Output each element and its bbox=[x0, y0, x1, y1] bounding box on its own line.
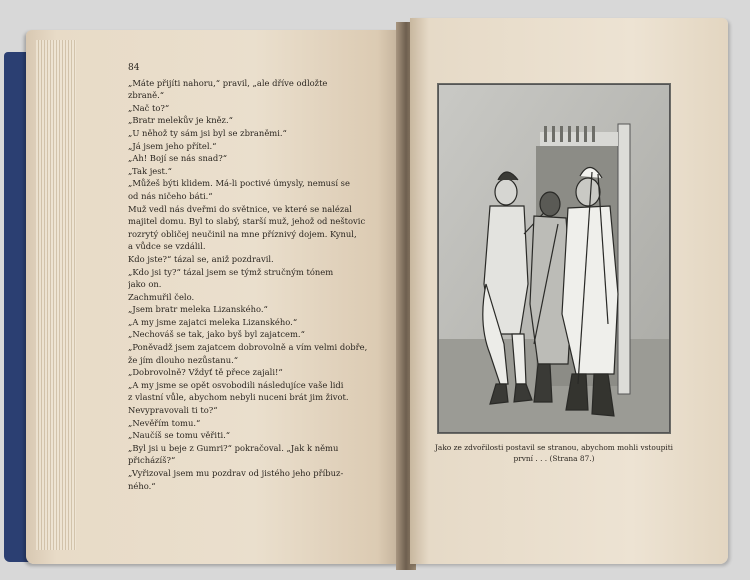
illustration-image bbox=[438, 84, 670, 433]
text-line: z vlastní vůle, abychom nebyli nuceni brát jim život. bbox=[128, 392, 349, 403]
text-line: a vůdce se vzdálil. bbox=[128, 241, 206, 252]
text-line: „Kdo jsi ty?“ tázal jsem se týmž stručným tónem bbox=[128, 266, 334, 277]
text-line: „Naučíš se tomu věřiti.“ bbox=[128, 430, 231, 441]
text-line: „Nevěřím tomu.“ bbox=[128, 417, 201, 428]
text-line: „Bratr melekův je kněz.“ bbox=[128, 115, 233, 126]
text-line: „Ah! Bojí se nás snad?“ bbox=[128, 153, 228, 164]
text-lines bbox=[128, 77, 386, 493]
text-line: „Můžeš býti klidem. Má-li poctivé úmysly, nemusí se bbox=[128, 178, 350, 189]
text-line: Nevypravovali ti to?“ bbox=[128, 405, 218, 416]
text-line: „Poněvadž jsem zajatcem dobrovolně a vím velmi dobře, bbox=[128, 342, 368, 353]
text-line: ného.“ bbox=[128, 480, 156, 491]
text-line: „A my jsme se opět osvobodili následujíce vaše lidi bbox=[128, 379, 344, 390]
text-line: „Byl jsi u beje z Gumri?“ pokračoval. „Jak k němu bbox=[128, 442, 339, 453]
text-line: majitel domu. Byl to slabý, starší muž, jehož od neštovic bbox=[128, 216, 366, 227]
page-number: 84 bbox=[128, 63, 140, 73]
illustration-caption bbox=[430, 442, 678, 464]
text-line: „Jsem bratr meleka Lizanského.“ bbox=[128, 304, 268, 315]
text-line: „Máte přijíti nahoru,“ pravil, „ale dříve odložte bbox=[128, 77, 328, 88]
text-line: „Dobrovolně? Vždyť tě přece zajali!“ bbox=[128, 367, 283, 378]
text-line: „Tak jest.“ bbox=[128, 165, 172, 176]
text-line: Kdo jste?“ tázal se, aniž pozdravil. bbox=[128, 253, 274, 264]
left-page-text bbox=[128, 62, 386, 492]
text-line: přicházíš?“ bbox=[128, 455, 176, 466]
text-line: rozrytý obličej neučinil na mne příznivý dojem. Kynul, bbox=[128, 228, 357, 239]
illustration-plate bbox=[437, 83, 671, 434]
text-line: že jím dlouho nezůstanu.“ bbox=[128, 354, 239, 365]
text-line: jako on. bbox=[128, 279, 162, 290]
caption-line: první . . . (Strana 87.) bbox=[513, 454, 595, 463]
page-edges bbox=[36, 40, 76, 550]
text-line: Muž vedl nás dveřmi do světnice, ve které se nalézal bbox=[128, 203, 352, 214]
text-line: „Nechováš se tak, jako byš byl zajatcem.“ bbox=[128, 329, 305, 340]
text-line: „A my jsme zajatci meleka Lizanského.“ bbox=[128, 316, 298, 327]
text-line: zbraně.“ bbox=[128, 90, 165, 101]
text-line: „Vyřizoval jsem mu pozdrav od jistého jeho příbuz- bbox=[128, 468, 344, 478]
text-line: „Já jsem jeho přítel.“ bbox=[128, 140, 217, 151]
text-line: Zachmuřil čelo. bbox=[128, 291, 195, 302]
text-line: „Nač to?“ bbox=[128, 102, 170, 113]
text-line: „U něhož ty sám jsi byl se zbraněmi.“ bbox=[128, 127, 287, 138]
text-line: od nás ničeho báti.“ bbox=[128, 190, 213, 201]
caption-line: Jako ze zdvořilosti postavil se stranou, abychom mohli vstoupiti bbox=[434, 443, 674, 452]
